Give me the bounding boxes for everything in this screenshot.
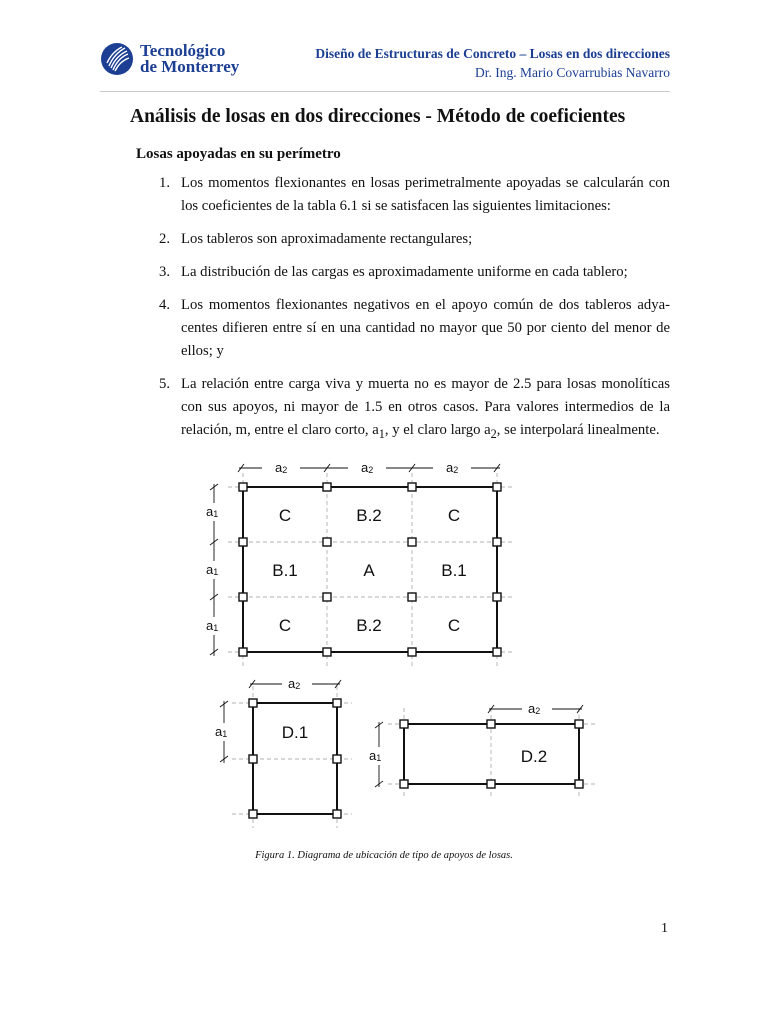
column-supports xyxy=(400,720,583,788)
list-item-text: Los tableros son aproximadamente rectangulares; xyxy=(181,231,473,247)
panel-label-b1: B.1 xyxy=(272,561,298,580)
d1-dimension-lines xyxy=(220,680,341,763)
column-support xyxy=(249,810,257,818)
dim-label-a1: a1 xyxy=(215,724,228,739)
column-support xyxy=(239,538,247,546)
column-support xyxy=(333,699,341,707)
logo-line-2: de Monterrey xyxy=(140,57,240,76)
column-support xyxy=(487,780,495,788)
column-support xyxy=(408,648,416,656)
column-support xyxy=(493,648,501,656)
column-support xyxy=(400,720,408,728)
panel-label-b2: B.2 xyxy=(356,616,382,635)
list-item-text: La distribución de las cargas es aproximadamente uniforme en cada tablero; xyxy=(181,264,628,280)
item5-sub-2: 2 xyxy=(490,426,497,441)
list-item-number: 4. xyxy=(159,297,171,313)
list-item-text: Los momentos flexionantes negativos en el apoyo común de dos tableros adyacentes difieren entre sí en una cantidad no mayor que 50 por ciento del menor de ellos; y xyxy=(181,297,670,359)
column-support xyxy=(239,593,247,601)
panel-d1-frame xyxy=(253,703,337,814)
column-support xyxy=(408,593,416,601)
page-title: Análisis de losas en dos direcciones - Método de coeficientes xyxy=(130,106,626,127)
column-support xyxy=(333,810,341,818)
column-support xyxy=(323,648,331,656)
column-support xyxy=(249,755,257,763)
d2-dimension-lines xyxy=(375,705,583,787)
item5-sub-1: 1 xyxy=(378,426,385,441)
column-support xyxy=(400,780,408,788)
column-support xyxy=(323,593,331,601)
column-support xyxy=(249,699,257,707)
dim-label-a1: a1 xyxy=(369,748,382,763)
panel-label-d1: D.1 xyxy=(281,723,309,742)
column-support xyxy=(239,648,247,656)
author-name: Dr. Ing. Mario Covarrubias Navarro xyxy=(475,65,670,80)
column-support xyxy=(493,483,501,491)
column-support xyxy=(323,538,331,546)
panel-d2-frame xyxy=(404,724,579,784)
panel-label-c: C xyxy=(447,616,461,635)
column-support xyxy=(323,483,331,491)
column-support xyxy=(575,720,583,728)
dim-label-a2: a2 xyxy=(528,701,541,716)
panel-label-a: A xyxy=(363,561,375,580)
dim-label-a2: a2 xyxy=(288,676,301,691)
dim-label-a1: a1 xyxy=(206,562,219,577)
dim-label-a1: a1 xyxy=(206,618,219,633)
figure-caption: Figura 1. Diagrama de ubicación de tipo de apoyos de losas. xyxy=(255,850,513,861)
list-item-text: Los momentos flexionantes en losas perimetralmente apoyadas se calcularán con los coeficientes de la tabla 6.1 si se satisfacen las siguientes limitaciones: xyxy=(181,175,670,214)
list-item-number: 2. xyxy=(159,231,171,247)
column-support xyxy=(493,538,501,546)
column-support xyxy=(408,538,416,546)
dim-label-a2: a2 xyxy=(361,460,374,475)
column-support xyxy=(239,483,247,491)
logo-line-1: Tecnológico xyxy=(140,41,226,60)
list-item-number: 1. xyxy=(159,175,171,191)
course-title: Diseño de Estructuras de Concreto – Losas en dos direcciones xyxy=(315,46,670,61)
dim-label-a2: a2 xyxy=(446,460,459,475)
page-number: 1 xyxy=(661,921,668,936)
dim-label-a2: a2 xyxy=(275,460,288,475)
column-supports xyxy=(249,699,341,818)
column-support xyxy=(493,593,501,601)
column-support xyxy=(333,755,341,763)
panel-label-d2: D.2 xyxy=(520,747,548,766)
panel-label-c: C xyxy=(278,616,292,635)
section-subtitle: Losas apoyadas en su perímetro xyxy=(136,146,341,162)
panel-label-b1: B.1 xyxy=(441,561,467,580)
panel-label-b2: B.2 xyxy=(356,506,382,525)
column-support xyxy=(575,780,583,788)
item5-text-b: , y el claro largo a xyxy=(384,422,491,438)
panel-label-c: C xyxy=(278,506,292,525)
item5-text-a: La relación entre carga viva y muerta no es mayor de 2.5 para losas monolíticas con sus apoyos, ni mayor de 1.5 en otros casos. Para valores intermedios de la relación, m, entre el claro corto, a xyxy=(181,376,670,438)
list-item-number: 5. xyxy=(159,376,171,392)
column-support xyxy=(487,720,495,728)
panel-label-c: C xyxy=(447,506,461,525)
column-support xyxy=(408,483,416,491)
list-item-number: 3. xyxy=(159,264,171,280)
dim-label-a1: a1 xyxy=(206,504,219,519)
panel-labels xyxy=(272,506,467,635)
item5-text-c: , se interpolará linealmente. xyxy=(496,422,660,438)
